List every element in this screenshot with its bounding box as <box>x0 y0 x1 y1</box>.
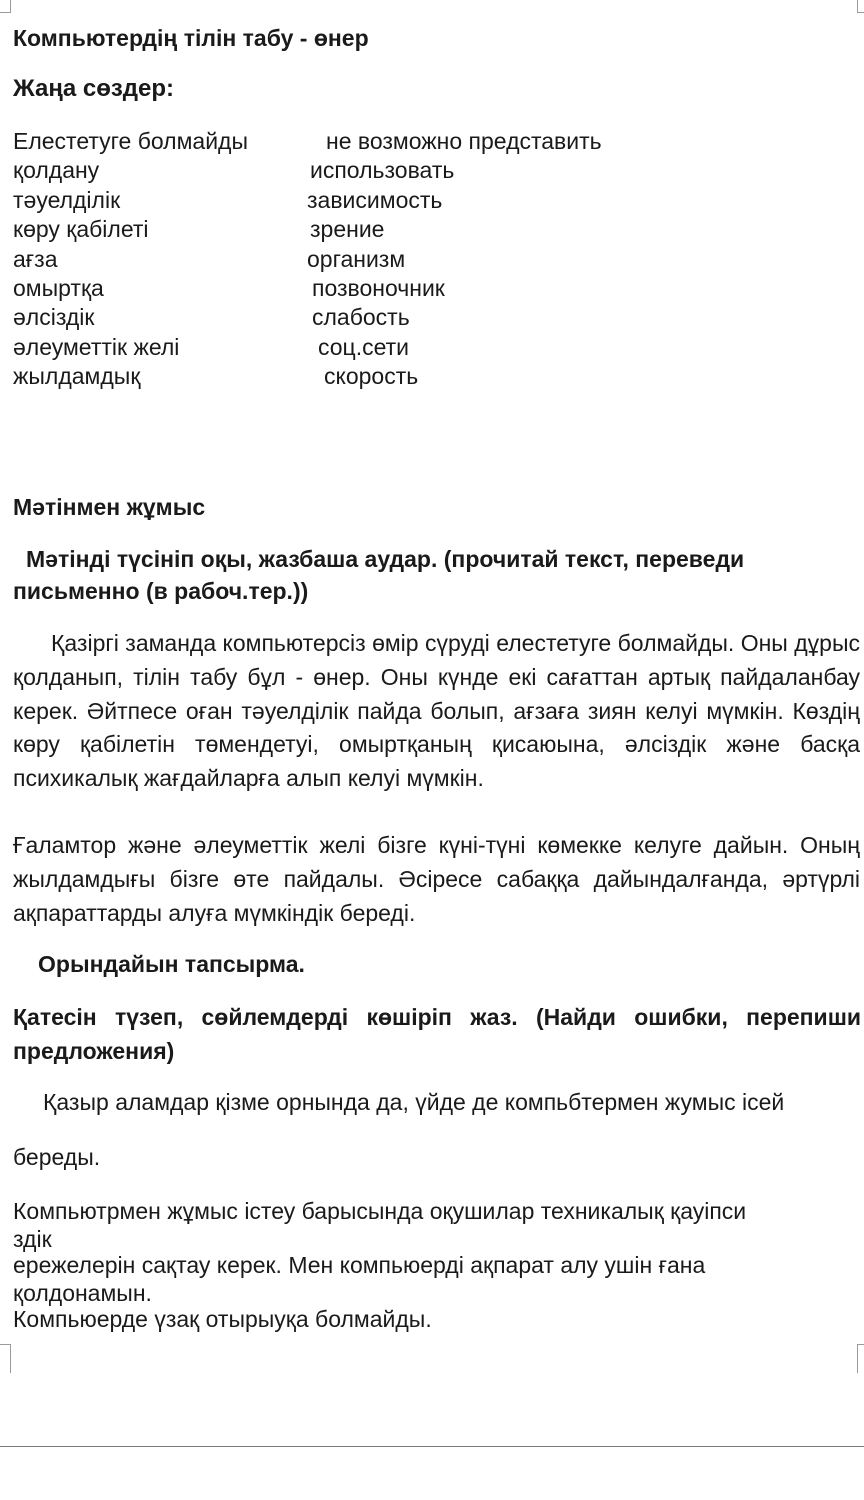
document-title: Компьютердің тілін табу - өнер <box>13 25 369 51</box>
vocabulary-russian-translation: соц.сети <box>318 333 410 360</box>
page-corner-mark <box>857 0 864 13</box>
vocabulary-kazakh-term: ағза <box>13 245 58 272</box>
task-heading: Орындайын тапсырма. <box>38 951 305 977</box>
vocabulary-russian-translation: слабость <box>312 304 410 331</box>
vocabulary-kazakh-term: Елестетуге болмайды <box>13 128 248 154</box>
exercise-line: здік <box>13 1226 52 1252</box>
vocabulary-russian-translation: зрение <box>310 216 385 243</box>
vocabulary-russian-translation: не возможно представить <box>326 128 602 154</box>
vocabulary-kazakh-term: тәуелділік <box>13 186 121 213</box>
vocabulary-russian-translation: позвоночник <box>312 274 445 301</box>
exercise-line: береды. <box>13 1144 101 1170</box>
vocabulary-kazakh-term: көру қабілеті <box>13 216 149 243</box>
vocabulary-row <box>0 244 864 273</box>
new-words-heading: Жаңа сөздер: <box>13 75 175 102</box>
exercise-line: Компьюерде үзақ отырыуқа болмайды. <box>13 1306 432 1332</box>
vocabulary-row <box>0 185 864 214</box>
reading-text-paragraph: Қазіргі заманда компьютерсіз өмір сүруді елестетуге болмайды. Оны дұрыс қолданып, тілін табу бұл - өнер. Оны күнде екі сағаттан артық пайдаланбау керек. Әйтпесе оған тәуелділік пайда болып, ағзаға зиян келуі мүмкін. Көздің көру қабілетін төмендетуі, омыртқаның қисаюына, әлсіздік және басқа психикалық жағдайларға алып келуі мүмкін. <box>13 630 860 792</box>
vocabulary-row <box>0 361 864 390</box>
exercise-line: ережелерін сақтау керек. Мен компьюерді ақпарат алу ушін ғана <box>13 1252 706 1278</box>
exercise-line: Компьютрмен жұмыс істеу барысында оқушилар техникалық қауіпси <box>13 1198 747 1224</box>
vocabulary-russian-translation: использовать <box>310 157 455 184</box>
vocabulary-russian-translation: организм <box>307 245 406 272</box>
vocabulary-kazakh-term: әлсіздік <box>13 304 95 331</box>
vocabulary-row <box>0 302 864 331</box>
exercise-line: қолдонамын. <box>13 1280 152 1306</box>
page-bottom-divider <box>0 1446 864 1447</box>
task-instruction: Қатесін түзеп, сөйлемдерді көшіріп жаз. (Найди ошибки, перепиши предложения) <box>13 1004 861 1064</box>
page-corner-mark <box>0 0 11 13</box>
page-corner-mark <box>857 1344 864 1373</box>
exercise-line: Қазыр аламдар қізме орнында да, үйде де компьбтермен жумыс ісей <box>43 1089 785 1115</box>
vocabulary-list <box>0 126 864 391</box>
vocabulary-kazakh-term: жылдамдық <box>13 363 141 390</box>
task-instruction: Мәтінді түсініп оқы, жазбаша аудар. (прочитай текст, переведи письменно (в рабоч.тер.)) <box>13 546 745 604</box>
page-corner-mark <box>0 1344 11 1373</box>
vocabulary-russian-translation: скорость <box>324 363 419 390</box>
vocabulary-row <box>0 273 864 302</box>
vocabulary-kazakh-term: әлеуметтік желі <box>13 333 180 360</box>
vocabulary-row <box>0 155 864 184</box>
reading-text-paragraph: Ғаламтор және әлеуметтік желі бізге күні-түні көмекке келуге дайын. Оның жылдамдығы бізге өте пайдалы. Әсіресе сабаққа дайындалғанда, әртүрлі ақпараттарды алуға мүмкіндік береді. <box>13 832 860 926</box>
vocabulary-kazakh-term: омыртқа <box>13 274 104 301</box>
vocabulary-russian-translation: зависимость <box>307 186 443 213</box>
vocabulary-row <box>0 214 864 243</box>
text-work-heading: Мәтінмен жұмыс <box>13 494 206 520</box>
vocabulary-row <box>0 126 864 155</box>
vocabulary-row <box>0 332 864 361</box>
vocabulary-kazakh-term: қолдану <box>13 157 100 184</box>
